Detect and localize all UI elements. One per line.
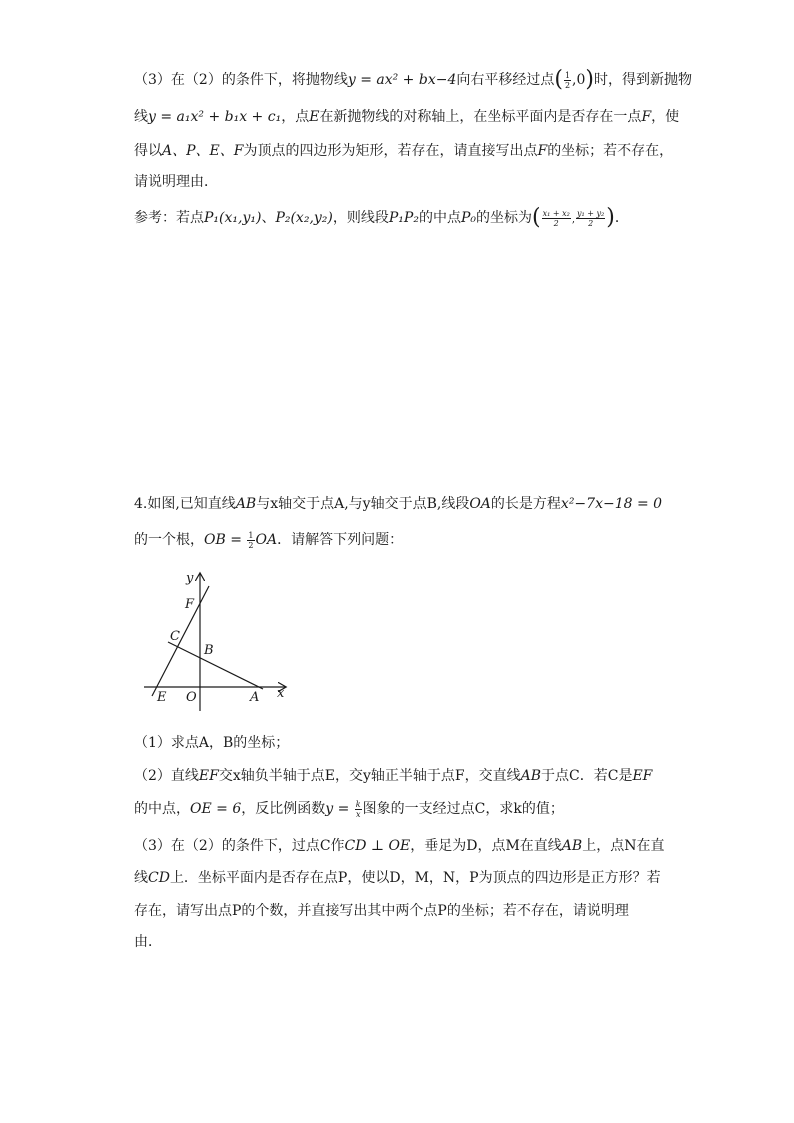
line-ab	[168, 642, 263, 689]
label-o: O	[186, 690, 197, 705]
reference-note: 参考：若点P₁(x₁,y₁)、P₂(x₂,y₂)，则线段P₁P₂的中点P₀的坐标为( $\frac{\text{x₁ + x₂}}{2}$ , $\frac{\text{y₁ + y₂}}{2}$ )．	[134, 205, 629, 230]
q4-line-2: 的一个根，OB = $\frac{1}{2}$ OA．请解答下列问题：	[134, 530, 404, 550]
label-a: A	[250, 690, 260, 705]
parabola-equation: y = ax² + bx−4	[347, 72, 457, 88]
q3-line-1: （3）在（2）的条件下，将抛物线y = ax² + bx−4向右平移经过点( $\frac{1}{2}$ ,0)时，得到新抛物	[134, 67, 692, 92]
q3-line-4: 请说明理由．	[134, 174, 218, 190]
q4-part-3-line-3: 存在，请写出点P的个数，并直接写出其中两个点P的坐标；若不存在，请说明理	[134, 903, 629, 919]
q4-part-3-line-1: （3）在（2）的条件下，过点C作CD ⊥ OE，垂足为D，点M在直线AB上，点N在直	[134, 838, 665, 854]
point-x-fraction: $\frac{1}{2}$	[564, 70, 571, 90]
q4-line-1: 4.如图,已知直线AB与x轴交于点A,与y轴交于点B,线段OA的长是方程x²−7x−18 = 0	[134, 496, 663, 512]
q3-line-3: 得以A、P、E、F为顶点的四边形为矩形，若存在，请直接写出点F的坐标；若不存在，	[134, 143, 674, 159]
q4-part-3-line-2: 线CD上．坐标平面内是否存在点P，使以D，M，N，P为顶点的四边形是正方形？若	[134, 870, 661, 886]
q3-line-2: 线y = a₁x² + b₁x + c₁，点E在新抛物线的对称轴上，在坐标平面内是否存在一点F，使	[134, 109, 680, 125]
q4-part-2-line-1: （2）直线EF交x轴负半轴于点E，交y轴正半轴于点F，交直线AB于点C．若C是EF	[134, 768, 653, 784]
label-b: B	[204, 643, 214, 658]
q4-part-2-line-2: 的中点，OE = 6，反比例函数y = $\frac{k}{x}$ 图象的一支经过点C，求k的值；	[134, 799, 564, 819]
quadratic-equation: x²−7x−18 = 0	[560, 496, 663, 512]
midpoint-y-fraction: $\frac{\text{y₁ + y₂}}{2}$	[577, 208, 605, 228]
half-fraction: $\frac{1}{2}$	[248, 530, 254, 550]
label-f: F	[185, 597, 195, 612]
y-axis-label: y	[186, 571, 194, 586]
coordinate-figure	[140, 566, 300, 716]
q4-part-1: （1）求点A，B的坐标；	[134, 735, 290, 751]
label-e: E	[157, 690, 167, 705]
midpoint-x-fraction: $\frac{\text{x₁ + x₂}}{2}$	[542, 208, 570, 228]
label-c: C	[170, 629, 180, 644]
k-over-x-fraction: $\frac{k}{x}$	[355, 799, 361, 819]
new-parabola-equation: y = a₁x² + b₁x + c₁	[148, 109, 282, 125]
q4-part-3-line-4: 由．	[134, 934, 162, 950]
x-axis-label: x	[277, 686, 285, 701]
